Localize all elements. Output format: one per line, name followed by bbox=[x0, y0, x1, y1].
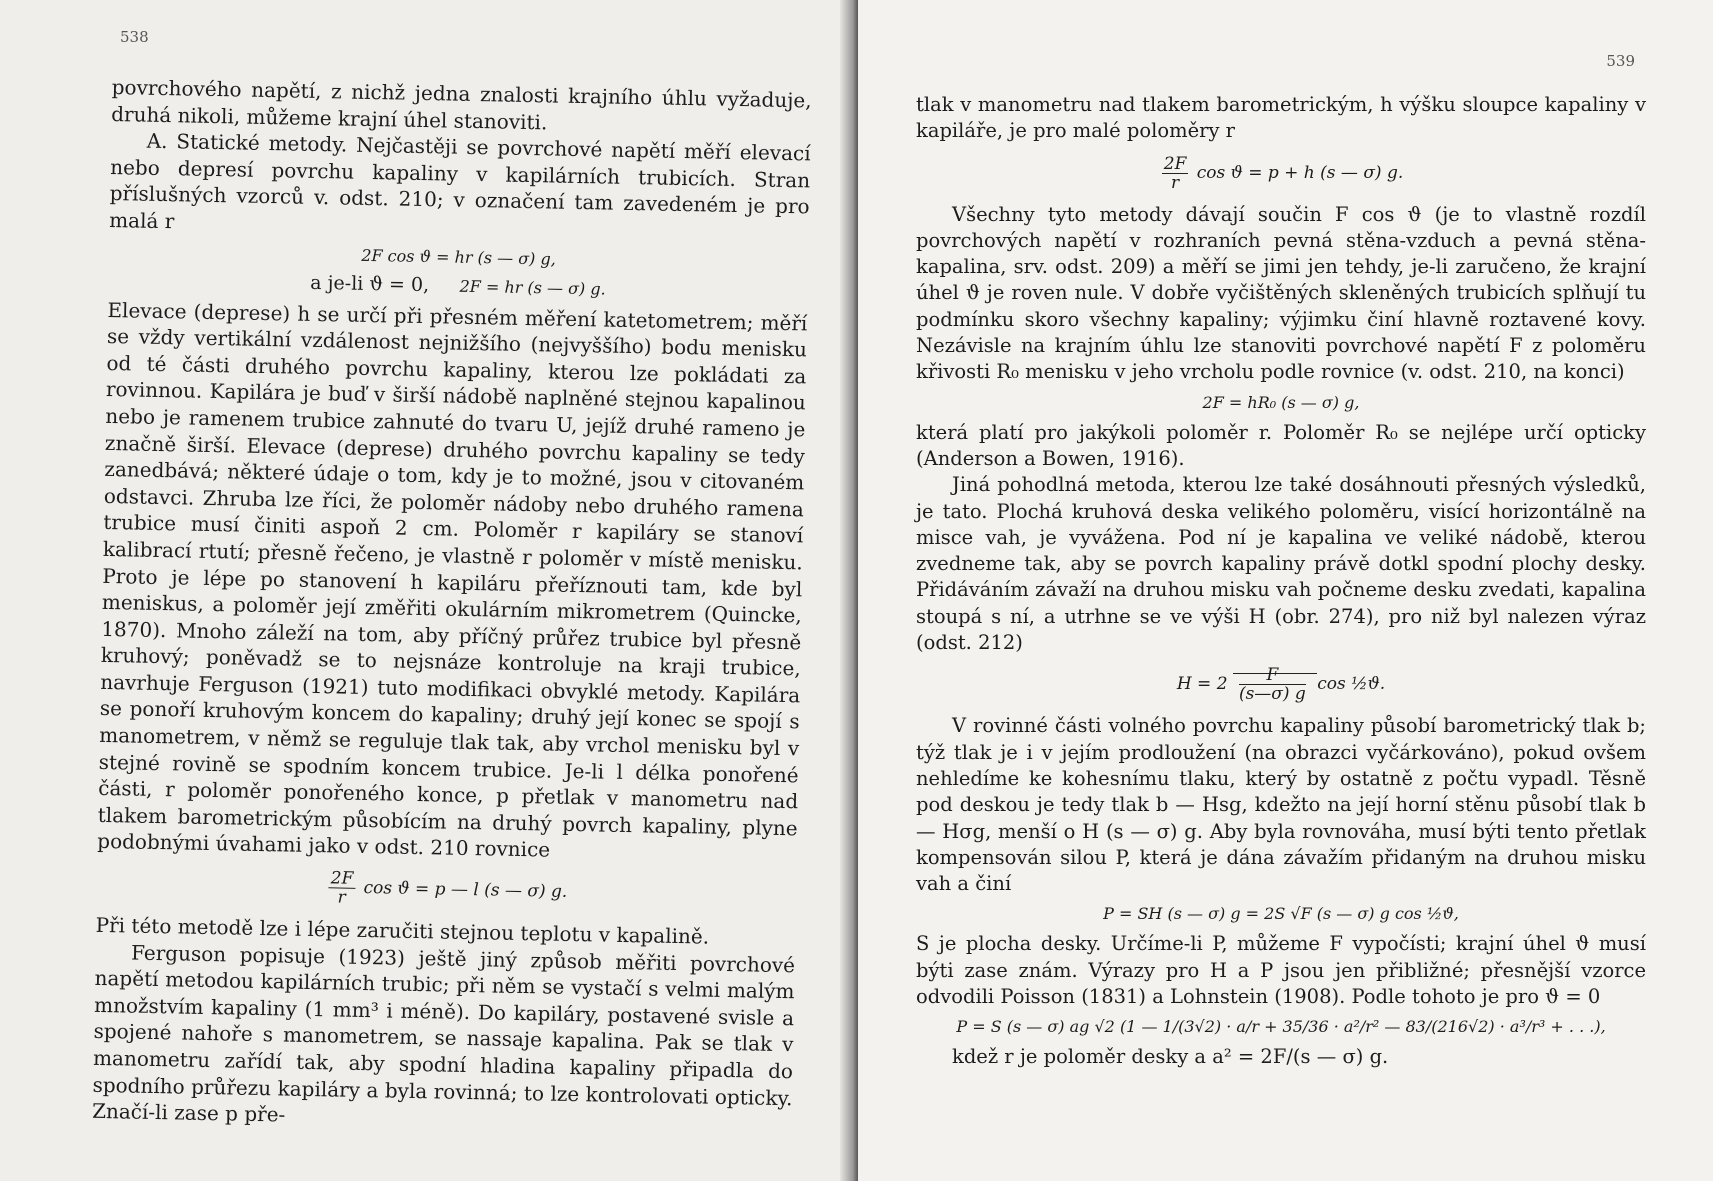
paragraph: V rovinné části volného povrchu kapaliny působí barometrický tlak b; týž tlak je i v jejím prodloužení (na obrazci vyčárkováno), pokud ovšem nehledíme ke kohesnímu tlaku, který by ostatně z počtu vypadl. Těsně pod deskou je tedy tlak b — Hsg, kdežto na její horní stěnu působí tlak b — Hσg, menší o H (s — σ) g. Aby byla rovnováha, musí býti tento přetlak kompensován silou P, která je dána závažím přidaným na druhou misku vah a činí bbox=[916, 714, 1646, 896]
equation-body: cos ϑ = p + h (s — σ) g. bbox=[1196, 162, 1404, 183]
paragraph: kdež r je poloměr desky a a² = 2F/(s — σ) g. bbox=[952, 1045, 1389, 1069]
equation-body: cos ϑ = p — l (s — σ) g. bbox=[363, 878, 568, 902]
paragraph: tlak v manometru nad tlakem barometrickým, h výšku sloupce kapaliny v kapiláře, je pro malé poloměry r bbox=[916, 93, 1646, 143]
right-page-body bbox=[916, 92, 1646, 1071]
equation: P = S (s — σ) ag √2 (1 — 1/(3√2) · a/r + 35/36 · a²/r² — 83/(216√2) · a³/r³ + . . .), bbox=[956, 1017, 1606, 1037]
fraction-denominator: (s—σ) g bbox=[1238, 684, 1306, 705]
paragraph-static-methods: A. Statické metody. Nejčastěji se povrchové napětí měří elevací nebo depresí povrchu kapaliny v kapilárních trubicích. Stran příslušných vzorců v. odst. 210; v označení tam zavedeném je pro malá r bbox=[108, 128, 811, 234]
equation bbox=[916, 155, 1646, 192]
equation bbox=[916, 666, 1646, 703]
fraction-numerator: 2F bbox=[330, 868, 354, 889]
equation: 2F = hR₀ (s — σ) g, bbox=[1202, 392, 1360, 412]
fraction-numerator: F bbox=[1239, 666, 1306, 685]
page-number-left: 538 bbox=[120, 28, 149, 46]
equation-body: 2F = hr (s — σ) g. bbox=[459, 276, 606, 299]
paragraph-plate-method: Jiná pohodlná metoda, kterou lze také dosáhnouti přesných výsledků, je tato. Plochá kruhová deska velikého poloměru, visící horizontálně na misce vah, je vyvážena. Pod ní je kapalina ve veliké nádobě, kterou zvedneme tak, aby se povrch kapaliny právě dotkl spodní plochy desky. Přidáváním závaží na druhou misku vah počneme desku zvedati, kapalina stoupá s ní, a utrhne se ve výši H (obr. 274), pro niž byl nalezen výraz (odst. 212) bbox=[916, 473, 1646, 655]
equation-lhs: H = 2 bbox=[1176, 674, 1228, 695]
left-page-body bbox=[92, 74, 812, 1138]
equation-body: cos ½ϑ. bbox=[1317, 674, 1386, 695]
left-page bbox=[0, 0, 852, 1181]
fraction bbox=[1239, 666, 1306, 703]
fraction-numerator: 2F bbox=[1163, 153, 1187, 174]
fraction-denominator: r bbox=[1170, 172, 1180, 193]
equation-label: a je-li ϑ = 0, bbox=[310, 271, 430, 296]
equation: P = SH (s — σ) g = 2S √F (s — σ) g cos ½ϑ, bbox=[1103, 904, 1459, 924]
fraction bbox=[328, 869, 355, 907]
equation bbox=[96, 865, 797, 915]
paragraph: Všechny tyto metody dávají součin F cos ϑ (je to vlastně rozdíl povrchových napětí v rozhraních pevná stěna-vzduch a pevná stěna-kapalina, srv. odst. 209) a měří se jimi jen tehdy, je-li zaručeno, že krajní úhel ϑ je roven nule. V dobře vyčištěných skleněných trubicích splňují tu podmínku skoro všechny kapaliny; výjimku činí hlavně roztavené kovy. Nezávisle na krajním úhlu lze stanoviti povrchové napětí F z poloměru křivosti R₀ menisku v jeho vrcholu podle rovnice (v. odst. 210, na konci) bbox=[916, 202, 1646, 384]
paragraph: povrchového napětí, z nichž jedna znalosti krajního úhlu vyžaduje, druhá nikoli, můžeme krajní úhel stanoviti. bbox=[111, 74, 812, 134]
paragraph-ferguson: Ferguson popisuje (1923) ještě jiný způsob měřiti povrchové napětí metodou kapilárních trubic; při něm se vystačí s velmi malým množstvím kapaliny (1 mm³ i méně). Do kapiláry, postavené svisle a spojené nahoře s manometrem, se nassaje kapalina. Pak se tlak v manometru zařídí tak, aby spodní hladina kapaliny připadla do spodního průřezu kapiláry a byla rovinná; to lze kontrolovati opticky. Značí-li zase p pře- bbox=[91, 940, 796, 1127]
fraction-denominator: r bbox=[337, 887, 346, 908]
paragraph: Elevace (deprese) h se určí při přesném měření katetometrem; měří se vždy vertikální vzdálenost nejnižšího (nejvyššího) bodu menisku od té části druhého povrchu kapaliny, kterou lze pokládati za rovinnou. Kapilára je buď v širší nádobě naplněné stejnou kapalinou nebo je ramenem trubice zahnuté do tvaru U, jejíž druhé rameno je značně širší. Elevace (deprese) druhého povrchu kapaliny se tedy zanedbává; některé údaje o tom, kdy je to možné, jsou v citovaném odstavci. Zhruba lze říci, že poloměr nádoby nebo druhého ramena trubice musí činiti aspoň 2 cm. Poloměr r kapiláry se stanoví kalibrací rtutí; přesně řečeno, je vlastně r poloměr v místě menisku. Proto je lépe po stanovení h kapiláru přeříznouti tam, kde byl meniskus, a poloměr její změřiti okulárním mikrometrem (Quincke, 1870). Mnoho záleží na tom, aby příčný průřez trubice byl přesně kruhový; poněvadž se to nejsnáze kontroluje na kraji trubice, navrhuje Ferguson (1921) tuto modifikaci obvyklé metody. Kapilára se ponoří kruhovým koncem do kapaliny; druhý její konec se spojí s manometrem, v němž se reguluje tlak tak, aby vrchol menisku byl v stejné rovině se spodním koncem trubice. Je-li l délka ponořené části, r poloměr ponořeného konce, p přetlak v manometru nad tlakem barometrickým působícím na druhý povrch kapaliny, plyne podobnými úvahami jako v odst. 210 rovnice bbox=[97, 297, 808, 862]
equation: 2F cos ϑ = hr (s — σ) g, bbox=[361, 245, 556, 269]
right-page bbox=[858, 0, 1713, 1181]
page-number-right: 539 bbox=[1606, 52, 1635, 70]
fraction bbox=[1162, 155, 1189, 192]
paragraph: Při této metodě lze i lépe zaručiti stejnou teplotu v kapalině. bbox=[95, 912, 710, 949]
paragraph: která platí pro jakýkoli poloměr r. Poloměr R₀ se nejlépe určí opticky (Anderson a Bowen, 1916). bbox=[916, 420, 1646, 470]
paragraph: S je plocha desky. Určíme-li P, můžeme F vypočísti; krajní úhel ϑ musí býti zase znám. Výrazy pro H a P jsou jen přibližné; přesnější vzorce odvodili Poisson (1831) a Lohnstein (1908). Podle tohoto je pro ϑ = 0 bbox=[916, 932, 1646, 1009]
